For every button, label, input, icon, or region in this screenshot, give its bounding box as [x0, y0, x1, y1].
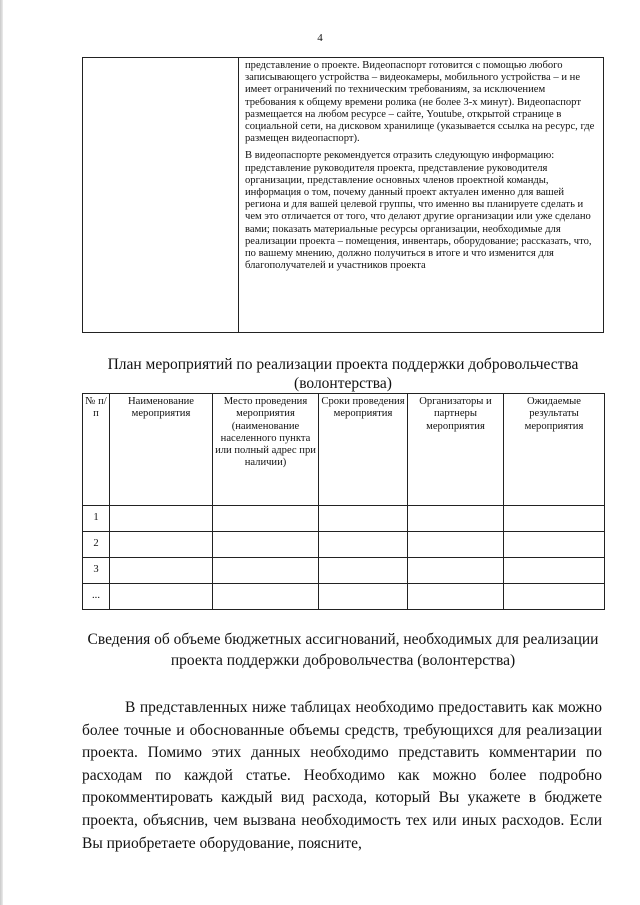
table-cell-empty — [408, 532, 504, 558]
table-row — [83, 558, 605, 584]
scan-edge-shadow — [0, 0, 3, 905]
row-number: ... — [83, 584, 110, 610]
budget-instructions-paragraph: В представленных ниже таблицах необходимо предоставить как можно более точные и обоснованные объемы средств, требующихся для реализации проекта. Помимо этих данных необходимо представить комментарии по расходам по каждой статье. Необходимо как можно более подробно прокомментировать каждый вид расхода, который Вы укажете в бюджете проекта, объяснив, чем вызвана необходимость тех или иных расходов. Если Вы приобретаете оборудование, поясните, — [82, 699, 602, 852]
row-number: 1 — [83, 506, 110, 532]
table-cell-empty — [408, 584, 504, 610]
plan-section-title: План мероприятий по реализации проекта поддержки добровольчества (волонтерства) — [107, 356, 579, 392]
table-cell-empty — [213, 558, 319, 584]
table-row — [83, 532, 605, 558]
table-cell-empty — [319, 532, 408, 558]
table-row — [83, 506, 605, 532]
table-cell-empty — [213, 506, 319, 532]
table-cell-empty — [504, 584, 605, 610]
budget-section-title: Сведения об объеме бюджетных ассигнований, необходимых для реализации проекта поддержки добровольчества (волонтерства) — [87, 631, 599, 669]
header-num: № п/п — [83, 394, 110, 506]
table-row — [83, 58, 604, 333]
row-number: 3 — [83, 558, 110, 584]
events-plan-table — [82, 393, 605, 610]
video-passport-paragraph-1: представление о проекте. Видеопаспорт готовится с помощью любого записывающего устройства – видеокамеры, мобильного устройства – и не имеет ограничений по техническим требованиям, за исключением требования к общему времени ролика (не более 3-х минут). Видеопаспорт размещается на любом ресурсе – сайте, Youtube, открытой странице в социальной сети, на дисковом хранилище (указывается ссылка на ресурс, где размещен видеопаспорт). — [245, 60, 595, 145]
table-cell-empty — [213, 584, 319, 610]
header-expected-results: Ожидаемые результаты мероприятия — [504, 394, 605, 506]
table-cell-empty — [213, 532, 319, 558]
header-event-name: Наименование мероприятия — [110, 394, 213, 506]
table-cell-empty — [110, 506, 213, 532]
header-event-place: Место проведения мероприятия (наименование населенного пункта или полный адрес при наличии) — [213, 394, 319, 506]
table-cell-empty — [504, 506, 605, 532]
video-passport-paragraph-2: В видеопаспорте рекомендуется отразить следующую информацию: представление руководителя проекта, представление руководителя организации, представление основных членов проектной команды, информация о том, почему данный проект актуален именно для вашей региона и для вашей целевой группы, что именно вы планируете сделать и чем это отличается от того, что делают другие организации или уже сделано вами; показать материальные ресурсы организации, необходимые для реализации проекта – помещения, инвентарь, оборудование; рассказать, что, по вашему мнению, должно получиться в итоге и что изменится для благополучателей и участников проекта — [245, 150, 592, 272]
video-passport-description-cell — [239, 58, 604, 333]
table-cell-empty — [408, 506, 504, 532]
table-header-row — [83, 394, 605, 506]
table-cell-empty — [319, 558, 408, 584]
table-cell-empty — [110, 584, 213, 610]
table-cell-empty — [110, 532, 213, 558]
video-passport-table-continuation — [82, 57, 604, 333]
table-cell-empty — [504, 532, 605, 558]
page-number: 4 — [317, 32, 323, 44]
table-cell-empty — [319, 506, 408, 532]
table-row — [83, 584, 605, 610]
header-event-dates: Сроки проведения мероприятия — [319, 394, 408, 506]
table-cell-empty — [319, 584, 408, 610]
row-number: 2 — [83, 532, 110, 558]
table-cell-empty — [504, 558, 605, 584]
table-cell-empty — [83, 58, 239, 333]
header-organizers: Организаторы и партнеры мероприятия — [408, 394, 504, 506]
table-cell-empty — [408, 558, 504, 584]
table-cell-empty — [110, 558, 213, 584]
